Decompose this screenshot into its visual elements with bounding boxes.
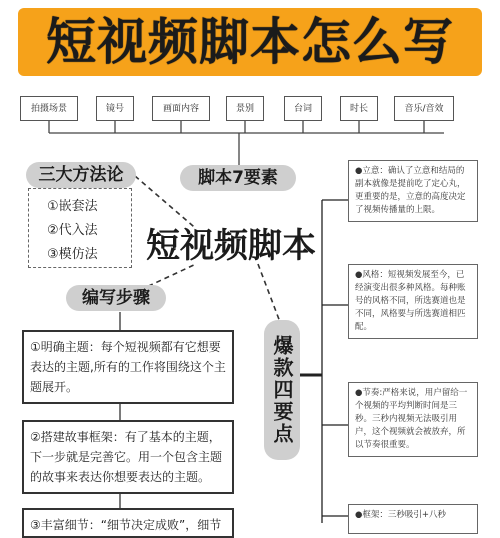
center-title: 短视频脚本	[146, 226, 316, 266]
page-title: 短视频脚本怎么写	[46, 13, 454, 71]
step-box: ③丰富细节：“细节决定成败”，细节	[22, 508, 234, 538]
method-item: ③模仿法	[47, 247, 98, 262]
element-box: 拍摄场景	[20, 96, 78, 121]
element-box: 台词	[284, 96, 322, 121]
method-heading: 三大方法论	[26, 162, 136, 188]
method-item: ①嵌套法	[47, 199, 98, 214]
hot-point-box: ●节奏:严格来说，用户留给一个视频的平均判断时间是三秒。三秒内视频无法吸引用户，这个视频就会被放弃，所以节奏很重要。	[348, 382, 478, 457]
hot-point-box: ●风格：短视频发展至今，已经演变出很多种风格。每种账号的风格不同，所选赛道也是不同，风格要与所选赛道相匹配。	[348, 264, 478, 339]
method-item: ②代入法	[47, 223, 98, 238]
element-box: 音乐/音效	[394, 96, 454, 121]
element-box: 画面内容	[152, 96, 210, 121]
seven-elements-heading: 脚本7要素	[180, 165, 296, 191]
steps-heading: 编写步骤	[66, 285, 166, 311]
step-box: ①明确主题：每个短视频都有它想要表达的主题,所有的工作将围绕这个主题展开。	[22, 330, 234, 404]
element-box: 景别	[226, 96, 264, 121]
element-box: 镜号	[96, 96, 134, 121]
hot-point-box: ●框架：三秒吸引+八秒	[348, 504, 478, 534]
methods-box	[28, 188, 132, 268]
hot-point-box: ●立意：确认了立意和结局的副本就像是提前吃了定心丸，更重要的是，立意的高度决定了视频传播量的上限。	[348, 160, 478, 222]
element-box: 时长	[340, 96, 378, 121]
step-box: ②搭建故事框架：有了基本的主题，下一步就是完善它。用一个包含主题的故事来表达你想要表达的主题。	[22, 420, 234, 494]
hot-heading: 爆款四要点	[264, 320, 300, 460]
